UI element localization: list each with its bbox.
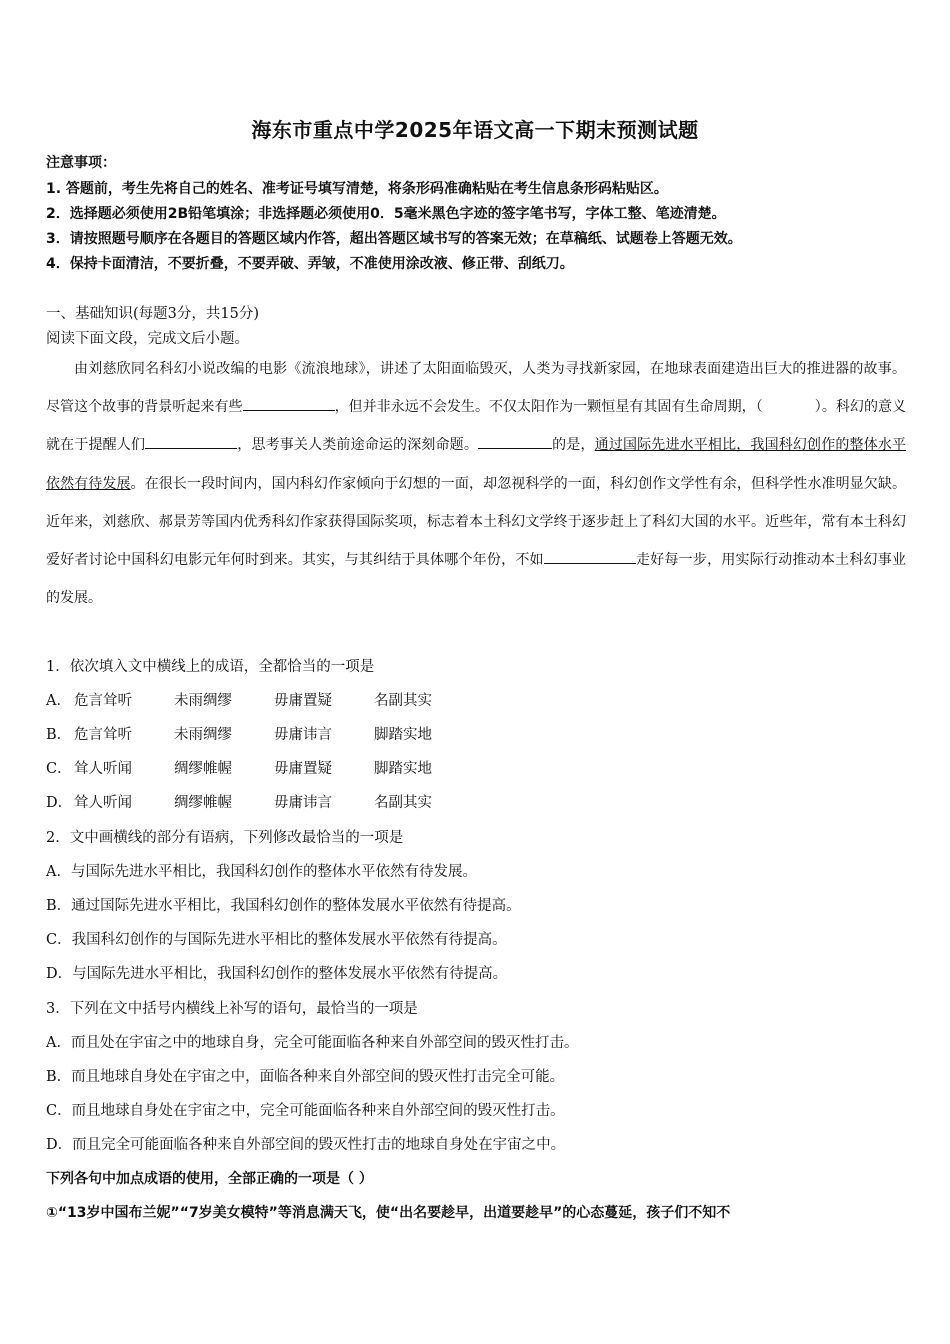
- underlined-sentence: 通过国际先进水平相比，我国科幻创作的整体水平依然有待发展: [46, 437, 907, 492]
- reading-instruction: 阅读下面文段，完成文后小题。: [46, 331, 249, 347]
- notice-item: 3．请按照题号顺序在各题目的答题区域内作答，超出答题区域书写的答案无效；在草稿纸、试题卷上答题无效。: [46, 231, 742, 247]
- question-3-option-d[interactable]: D．而且完全可能面临各种来自外部空间的毁灭性打击的地球自身处在宇宙之中。: [46, 1137, 566, 1153]
- page-title: 海东市重点中学2025年语文高一下期末预测试题: [251, 118, 699, 142]
- passage-text: 由刘慈欣同名科幻小说改编的电影《流浪地球》，讲述了太阳面临毁灭，人类为寻找新家园，在地球表面建造出巨大的推进器的故事。尽管这个故事的背景听起来有些: [46, 361, 906, 416]
- notice-heading: 注意事项：: [46, 155, 116, 171]
- passage-text: ，但并非永远不会发生。不仅太阳作为一颗恒星有其固有生命周期，（: [334, 399, 763, 416]
- question-2-stem: 2．文中画横线的部分有语病，下列修改最恰当的一项是: [46, 830, 404, 846]
- question-2-option-a[interactable]: A．与国际先进水平相比，我国科幻创作的整体水平依然有待发展。: [46, 864, 477, 880]
- notice-item: 2．选择题必须使用2B铅笔填涂；非选择题必须使用0．5毫米黑色字迹的签字笔书写，字体工整、笔迹清楚。: [46, 206, 726, 222]
- question-3-option-b[interactable]: B．而且地球自身处在宇宙之中，面临各种来自外部空间的毁灭性打击完全可能。: [46, 1069, 565, 1085]
- question-4-item-1: ①“13岁中国布兰妮”“7岁美女模特”等消息满天飞，使“出名要趁早，出道要趁早”的心态蔓延，孩子们不知不: [46, 1205, 731, 1221]
- answer-blank-3: [478, 434, 552, 449]
- question-1-option-d[interactable]: D． 耸人听闻 绸缪帷幄 毋庸讳言 名副其实: [46, 795, 432, 811]
- question-1-option-b[interactable]: B． 危言耸听 未雨绸缪 毋庸讳言 脚踏实地: [46, 727, 432, 743]
- question-1-option-a[interactable]: A． 危言耸听 未雨绸缪 毋庸置疑 名副其实: [46, 693, 432, 709]
- notice-item: 4．保持卡面清洁，不要折叠，不要弄破、弄皱，不准使用涂改液、修正带、刮纸刀。: [46, 256, 574, 272]
- passage-text: 的是，: [552, 437, 595, 454]
- notice-item: 1. 答题前，考生先将自己的姓名、准考证号填写清楚，将条形码准确粘贴在考生信息条形码粘贴区。: [46, 181, 668, 197]
- answer-blank-4: [544, 549, 636, 564]
- answer-blank-1: [243, 396, 335, 411]
- question-1-stem: 1．依次填入文中横线上的成语，全都恰当的一项是: [46, 659, 375, 675]
- question-2-option-d[interactable]: D．与国际先进水平相比，我国科幻创作的整体发展水平依然有待提高。: [46, 966, 508, 982]
- question-3-option-a[interactable]: A．而且处在宇宙之中的地球自身，完全可能面临各种来自外部空间的毁灭性打击。: [46, 1035, 579, 1051]
- question-3-stem: 3．下列在文中括号内横线上补写的语句，最恰当的一项是: [46, 1001, 418, 1017]
- passage-text: 。在很长一段时间内，国内科幻作家倾向于幻想的一面，却忽视科学的一面，科幻创作文学性有余，但科学性水准明显欠缺。近年来，刘慈欣、郝景芳等国内优秀科幻作家获得国际奖项，标志着本土科幻文学终于逐步赶上了科幻大国的水平。近些年，常有本土科幻爱好者讨论中国科幻电影元年何时到来。其实，与其纠结于具体哪个年份，不如: [46, 475, 907, 569]
- question-1-option-c[interactable]: C． 耸人听闻 绸缪帷幄 毋庸置疑 脚踏实地: [46, 761, 432, 777]
- answer-blank-2: [145, 434, 237, 449]
- passage-text: 走好每一步，用实际行动推动本土科幻事业的发展。: [46, 552, 907, 607]
- passage-text: ，思考事关人类前途命运的深刻命题。: [237, 437, 479, 454]
- section-heading: 一、基础知识(每题3分，共15分): [46, 306, 259, 322]
- question-4-stem: 下列各句中加点成语的使用，全部正确的一项是（ ）: [46, 1171, 373, 1187]
- question-2-option-c[interactable]: C．我国科幻创作的与国际先进水平相比的整体发展水平依然有待提高。: [46, 932, 507, 948]
- question-3-option-c[interactable]: C．而且地球自身处在宇宙之中，完全可能面临各种来自外部空间的毁灭性打击。: [46, 1103, 565, 1119]
- reading-passage: [46, 350, 906, 617]
- passage-text: ）。科幻的意义就在于提醒人们: [46, 399, 907, 454]
- question-2-option-b[interactable]: B．通过国际先进水平相比，我国科幻创作的整体发展水平依然有待提高。: [46, 898, 521, 914]
